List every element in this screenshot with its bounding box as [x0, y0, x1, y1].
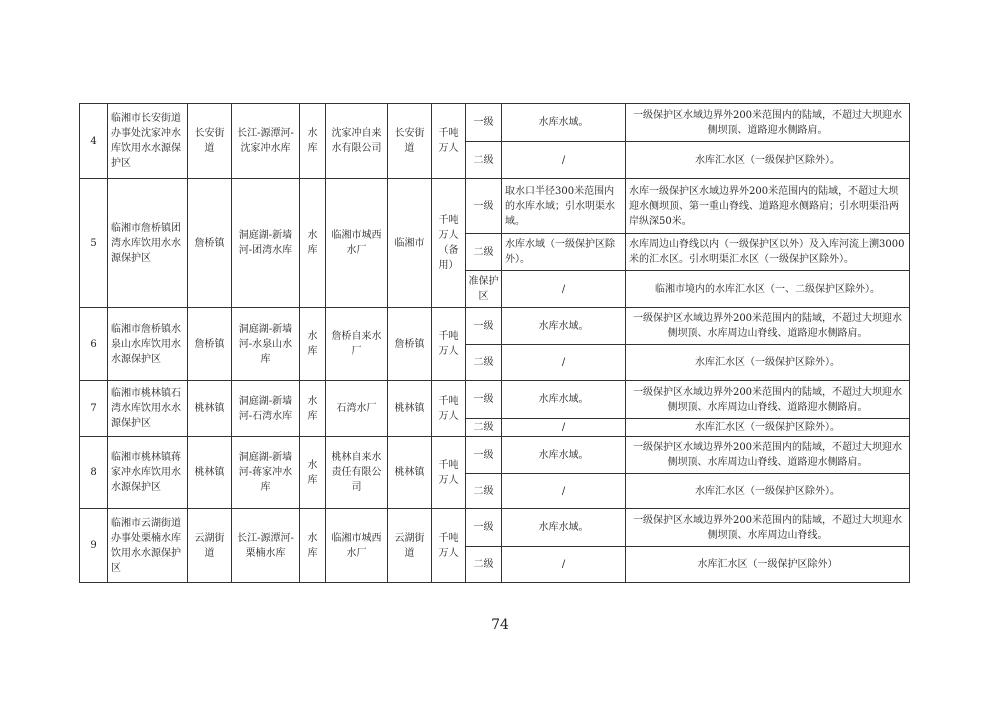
water-area-scope: /	[502, 271, 626, 308]
town: 长安街道	[188, 104, 232, 179]
land-area-scope: 水库汇水区（一级保护区除外）。	[626, 474, 910, 509]
protection-level: 一级	[466, 509, 502, 547]
protection-zone-table-page	[79, 103, 909, 583]
zone-name: 临湘市詹桥镇团湾水库饮用水水源保护区	[108, 179, 188, 308]
water-area-scope: 水库水域。	[502, 509, 626, 547]
protection-level: 二级	[466, 234, 502, 271]
protection-level: 二级	[466, 345, 502, 381]
protection-level: 二级	[466, 142, 502, 179]
table-row	[80, 308, 910, 345]
water-system: 洞庭湖-新墙河-石湾水库	[232, 381, 300, 437]
water-area-scope: /	[502, 345, 626, 381]
water-area-scope: /	[502, 547, 626, 583]
table-row	[80, 104, 910, 142]
town: 桃林镇	[188, 381, 232, 437]
land-area-scope: 一级保护区水域边界外200米范围内的陆域，不超过大坝迎水侧坝顶、水库周边山脊线。	[626, 509, 910, 547]
land-area-scope: 一级保护区水域边界外200米范围内的陆域，不超过大坝迎水侧坝顶、水库周边山脊线、道路迎水侧路肩。	[626, 437, 910, 474]
protection-level: 二级	[466, 419, 502, 437]
supply-scale: 千吨万人（备用）	[432, 179, 466, 308]
protection-level: 二级	[466, 474, 502, 509]
row-number: 7	[80, 381, 108, 437]
water-area-scope: 水库水域。	[502, 437, 626, 474]
table-body	[80, 104, 910, 583]
water-area-scope: 取水口半径300米范围内的水库水域；引水明渠水域。	[502, 179, 626, 234]
supply-scale: 千吨万人	[432, 381, 466, 437]
protection-level: 一级	[466, 179, 502, 234]
protection-level: 准保护区	[466, 271, 502, 308]
zone-name: 临湘市詹桥镇水泉山水库饮用水水源保护区	[108, 308, 188, 381]
water-supplier: 临湘市城西水厂	[326, 179, 388, 308]
service-location: 桃林镇	[388, 381, 432, 437]
water-supplier: 桃林自来水责任有限公司	[326, 437, 388, 509]
town: 詹桥镇	[188, 179, 232, 308]
protection-level: 二级	[466, 547, 502, 583]
water-area-scope: 水库水域。	[502, 381, 626, 419]
water-area-scope: 水库水域（一级保护区除外）。	[502, 234, 626, 271]
water-area-scope: /	[502, 474, 626, 509]
service-location: 詹桥镇	[388, 308, 432, 381]
zone-name: 临湘市桃林镇石湾水库饮用水水源保护区	[108, 381, 188, 437]
land-area-scope: 水库周边山脊线以内（一级保护区以外）及入库河流上溯3000米的汇水区。引水明渠汇水区（一级保护区除外）。	[626, 234, 910, 271]
source-type: 水库	[300, 381, 326, 437]
source-type: 水库	[300, 437, 326, 509]
table-row	[80, 381, 910, 419]
protection-level: 一级	[466, 308, 502, 345]
source-type: 水库	[300, 104, 326, 179]
town: 桃林镇	[188, 437, 232, 509]
water-system: 长江-源潭河-栗楠水库	[232, 509, 300, 583]
supply-scale: 千吨万人	[432, 437, 466, 509]
protection-level: 一级	[466, 104, 502, 142]
land-area-scope: 一级保护区水域边界外200米范围内的陆域，不超过大坝迎水侧坝顶、水库周边山脊线、道路迎水侧路肩。	[626, 381, 910, 419]
water-system: 长江-源潭河-沈家冲水库	[232, 104, 300, 179]
row-number: 5	[80, 179, 108, 308]
land-area-scope: 水库汇水区（一级保护区除外）。	[626, 345, 910, 381]
town: 詹桥镇	[188, 308, 232, 381]
land-area-scope: 水库汇水区（一级保护区除外）	[626, 547, 910, 583]
water-supplier: 石湾水厂	[326, 381, 388, 437]
page-number: 74	[491, 617, 509, 633]
table-row	[80, 509, 910, 547]
zone-name: 临湘市云湖街道办事处栗楠水库饮用水水源保护区	[108, 509, 188, 583]
water-supplier: 詹桥自来水厂	[326, 308, 388, 381]
land-area-scope: 一级保护区水域边界外200米范围内的陆域，不超过大坝迎水侧坝顶、水库周边山脊线、道路迎水侧路肩。	[626, 308, 910, 345]
land-area-scope: 水库一级保护区水域边界外200米范围内的陆域，不超过大坝迎水侧坝顶、第一重山脊线、道路迎水侧路肩；引水明渠沿两岸纵深50米。	[626, 179, 910, 234]
row-number: 4	[80, 104, 108, 179]
supply-scale: 千吨万人	[432, 104, 466, 179]
service-location: 桃林镇	[388, 437, 432, 509]
supply-scale: 千吨万人	[432, 509, 466, 583]
row-number: 8	[80, 437, 108, 509]
land-area-scope: 一级保护区水域边界外200米范围内的陆域，不超过大坝迎水侧坝顶、道路迎水侧路肩。	[626, 104, 910, 142]
table-row	[80, 437, 910, 474]
protection-level: 一级	[466, 437, 502, 474]
table-row	[80, 179, 910, 234]
water-area-scope: 水库水域。	[502, 104, 626, 142]
water-supplier: 沈家冲自来水有限公司	[326, 104, 388, 179]
supply-scale: 千吨万人	[432, 308, 466, 381]
service-location: 云湖街道	[388, 509, 432, 583]
water-supplier: 临湘市城西水厂	[326, 509, 388, 583]
water-system: 洞庭湖-新墙河-团湾水库	[232, 179, 300, 308]
row-number: 6	[80, 308, 108, 381]
protection-zone-table	[79, 103, 910, 583]
water-area-scope: /	[502, 142, 626, 179]
zone-name: 临湘市桃林镇蒋家冲水库饮用水水源保护区	[108, 437, 188, 509]
service-location: 长安街道	[388, 104, 432, 179]
water-system: 洞庭湖-新墙河-蒋家冲水库	[232, 437, 300, 509]
protection-level: 一级	[466, 381, 502, 419]
land-area-scope: 水库汇水区（一级保护区除外）。	[626, 142, 910, 179]
land-area-scope: 临湘市境内的水库汇水区（一、二级保护区除外）。	[626, 271, 910, 308]
water-area-scope: /	[502, 419, 626, 437]
source-type: 水库	[300, 308, 326, 381]
water-system: 洞庭湖-新墙河-水泉山水库	[232, 308, 300, 381]
land-area-scope: 水库汇水区（一级保护区除外）。	[626, 419, 910, 437]
water-area-scope: 水库水域。	[502, 308, 626, 345]
source-type: 水库	[300, 179, 326, 308]
source-type: 水库	[300, 509, 326, 583]
row-number: 9	[80, 509, 108, 583]
town: 云湖街道	[188, 509, 232, 583]
zone-name: 临湘市长安街道办事处沈家冲水库饮用水水源保护区	[108, 104, 188, 179]
service-location: 临湘市	[388, 179, 432, 308]
